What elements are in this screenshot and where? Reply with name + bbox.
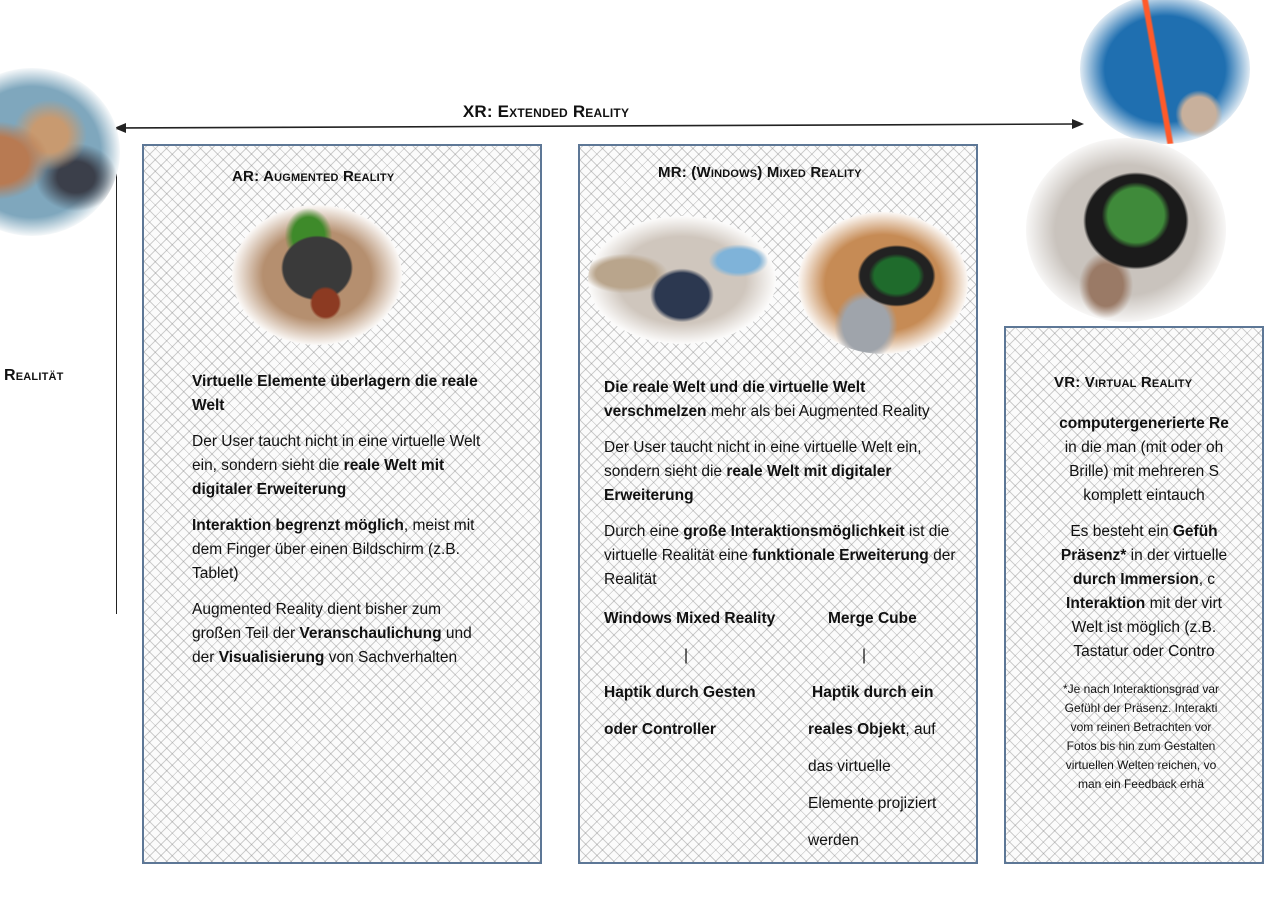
ar-p4-bold2: Visualisierung [218,649,325,666]
mr-p3-text2: ist die virtuelle Realität eine [604,523,950,564]
vr-lightsaber-photo [1080,0,1250,144]
mr-paragraph-1 [604,376,972,424]
mr-p2-text: Der User taucht nicht in eine virtuelle Welt ein, sondern sieht die [604,439,922,480]
mr-paragraph-2 [604,436,972,508]
mr-mergecube-column [808,600,978,859]
vr-p2-bold4: Interaktion [1066,595,1146,612]
ar-paragraph-1 [192,370,492,418]
ar-p4-text1: Augmented Reality dient bisher zum großen Teil der [192,601,441,642]
vr-p2-bold2: Präsenz* [1060,547,1127,564]
vr-p2-text3: , c [1198,571,1216,588]
vr-p1-line3: Brille) mit mehreren S [1069,463,1219,480]
mr-paragraph-3 [604,520,972,592]
mr-p3-bold1: große Interaktionsmöglichkeit [683,523,905,540]
vr-p1-bold: computergenerierte Re [1059,415,1229,432]
mr-windows-line-2: oder Controller [604,721,716,738]
vr-note-line: virtuellen Welten reichen, vo [1065,758,1217,772]
mr-windows-connector: | [684,647,689,664]
ar-paragraph-3 [192,514,492,586]
vr-note-line: *Je nach Interaktionsgrad var [1062,682,1220,696]
ar-description [192,370,492,682]
vr-description [1014,412,1274,664]
xr-title: XR: Extended Reality [462,102,630,121]
ar-p4-text2: und der [192,625,472,666]
vr-laptop-photo [1026,138,1226,322]
mr-mergecube-heading: Merge Cube [828,610,917,627]
mr-windows-heading: Windows Mixed Reality [604,610,776,627]
mr-p3-bold2: funktionale Erweiterung [752,547,929,564]
ar-p4-text3: von Sachverhalten [324,649,458,666]
vr-title: VR: Virtual Reality [1054,374,1193,391]
ar-p1-bold: Virtuelle Elemente überlagern die reale Welt [192,373,478,414]
vr-p2-text4: mit der virt [1145,595,1222,612]
mr-windows-line-1: Haptik durch Gesten [604,684,756,701]
mr-mergecube-line-4: Elemente projiziert [808,795,937,812]
reality-axis-line [116,128,117,614]
mr-mergecube-connector: | [862,647,867,664]
ar-paragraph-2 [192,430,492,502]
vr-note-line: Gefühl der Präsenz. Interakti [1064,701,1218,715]
vr-p2-text2: in der virtuelle [1126,547,1228,564]
xr-double-arrow-icon [114,116,1084,140]
vr-note-line: Fotos bis hin zum Gestalten [1066,739,1216,753]
ar-paragraph-4 [192,598,492,670]
ar-p3-bold: Interaktion begrenzt möglich [192,517,404,534]
mr-tablet-photo [798,212,968,354]
mr-windows-column [604,600,814,748]
ar-title: AR: Augmented Reality [232,168,395,185]
ar-p2-bold: reale Welt mit digitaler Erweiterung [192,457,445,498]
mr-title: MR: (Windows) Mixed Reality [658,164,862,181]
vr-p2-line6: Tastatur oder Contro [1073,643,1215,660]
ar-p3-text: , meist mit dem Finger über einen Bildschirm (z.B. Tablet) [192,517,475,582]
ar-p4-bold1: Veranschaulichung [299,625,442,642]
vr-note-line: vom reinen Betrachten vor [1070,720,1212,734]
mr-mergecube-line-3: das virtuelle [808,758,891,775]
vr-p2-bold1: Gefüh [1172,523,1218,540]
mr-p3-text1: Durch eine [604,523,684,540]
mr-p2-bold: reale Welt mit digitaler Erweiterung [604,463,892,504]
mr-p1-bold: Die reale Welt und die virtuelle Welt verschmelzen [604,379,866,420]
mr-p3-text3: der Realität [604,547,956,588]
map-photo [0,68,120,236]
ar-table-photo [232,205,402,345]
ar-p2-text: Der User taucht nicht in eine virtuelle Welt ein, sondern sieht die [192,433,481,474]
vr-footnote [1016,680,1266,794]
vr-panel [1004,326,1264,864]
mr-mergecube-line-2-text: , auf [905,721,936,738]
mr-mergecube-line-2-bold: reales Objekt [808,721,906,738]
vr-p2-line5: Welt ist möglich (z.B. [1071,619,1217,636]
mr-headset-photo [588,216,776,344]
mr-p1-text: mehr als bei Augmented Reality [706,403,930,420]
mr-mergecube-line-1: Haptik durch ein [812,684,934,701]
vr-note-line: man ein Feedback erhä [1077,777,1205,791]
vr-p1-line4: komplett eintauch [1083,487,1205,504]
reality-label: Realität [4,367,64,384]
mr-mergecube-line-5: werden [808,832,859,849]
vr-p2-text1: Es besteht ein [1070,523,1173,540]
vr-p2-bold3: durch Immersion [1072,571,1199,588]
mr-description [604,376,972,604]
vr-p1-line2: in die man (mit oder oh [1064,439,1224,456]
